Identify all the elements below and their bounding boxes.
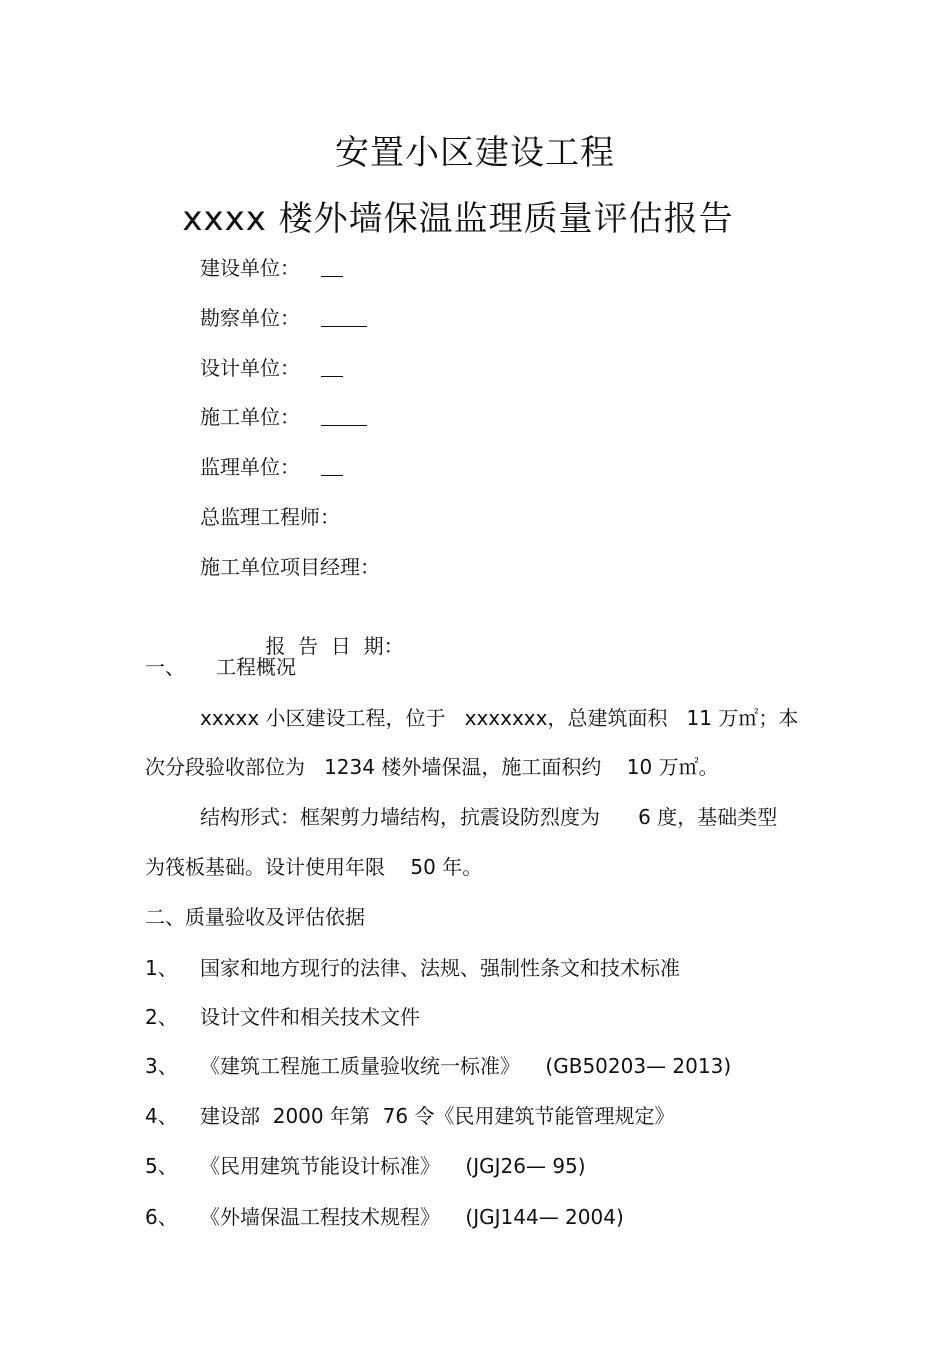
list-item-number: 4、 [145,1104,178,1128]
list-item-text: 建设部 2000 年第 76 令《民用建筑节能管理规定》 [200,1104,675,1128]
blank-underline [321,254,343,277]
field-builder-unit [200,403,300,431]
field-label: 施工单位项目经理： [200,555,380,579]
field-chief-engineer [200,503,340,531]
list-item-text: 设计文件和相关技术文件 [200,1005,420,1029]
field-supervision-unit [200,453,300,481]
list-item-text: 《外墙保温工程技术规程》 (JGJ144— 2004) [200,1205,624,1229]
field-project-manager [200,553,380,581]
field-label: 勘察单位： [200,306,300,330]
section-1-heading: 工程概况 [216,655,296,679]
list-item-text: 国家和地方现行的法律、法规、强制性条文和技术标准 [200,956,680,980]
overview-para-1-line-2: 次分段验收部位为 1234 楼外墙保温，施工面积约 10 万㎡。 [145,755,719,779]
overview-para-1-line-1: xxxxx 小区建设工程，位于 xxxxxxx，总建筑面积 11 万㎡；本 [200,706,799,730]
blank-underline [321,304,367,327]
overview-para-2-line-1: 结构形式：框架剪力墙结构，抗震设防烈度为 6 度，基础类型 [200,805,778,829]
blank-underline [321,403,367,426]
title-line-1: 安置小区建设工程 [335,133,615,173]
list-item-number: 1、 [145,956,178,980]
field-label: 总监理工程师： [200,505,340,529]
list-item-number: 6、 [145,1205,178,1229]
field-label: 报 告 日 期： [265,634,404,658]
field-label: 设计单位： [200,356,300,380]
section-1-number: 一、 [145,655,185,679]
title-line-2: xxxx 楼外墙保温监理质量评估报告 [182,199,734,239]
section-2-heading: 二、质量验收及评估依据 [145,905,365,929]
blank-underline [321,354,343,377]
list-item-number: 3、 [145,1054,178,1078]
list-item-text: 《民用建筑节能设计标准》 (JGJ26— 95) [200,1154,586,1178]
field-label: 施工单位： [200,405,300,429]
field-construction-unit [200,254,300,282]
field-design-unit [200,354,300,382]
field-survey-unit [200,304,300,332]
list-item-number: 5、 [145,1154,178,1178]
list-item-number: 2、 [145,1005,178,1029]
field-label: 建设单位： [200,256,300,280]
blank-underline [321,453,343,476]
list-item-text: 《建筑工程施工质量验收统一标准》 (GB50203— 2013) [200,1054,732,1078]
field-label: 监理单位： [200,455,300,479]
overview-para-2-line-2: 为筏板基础。设计使用年限 50 年。 [145,855,483,879]
